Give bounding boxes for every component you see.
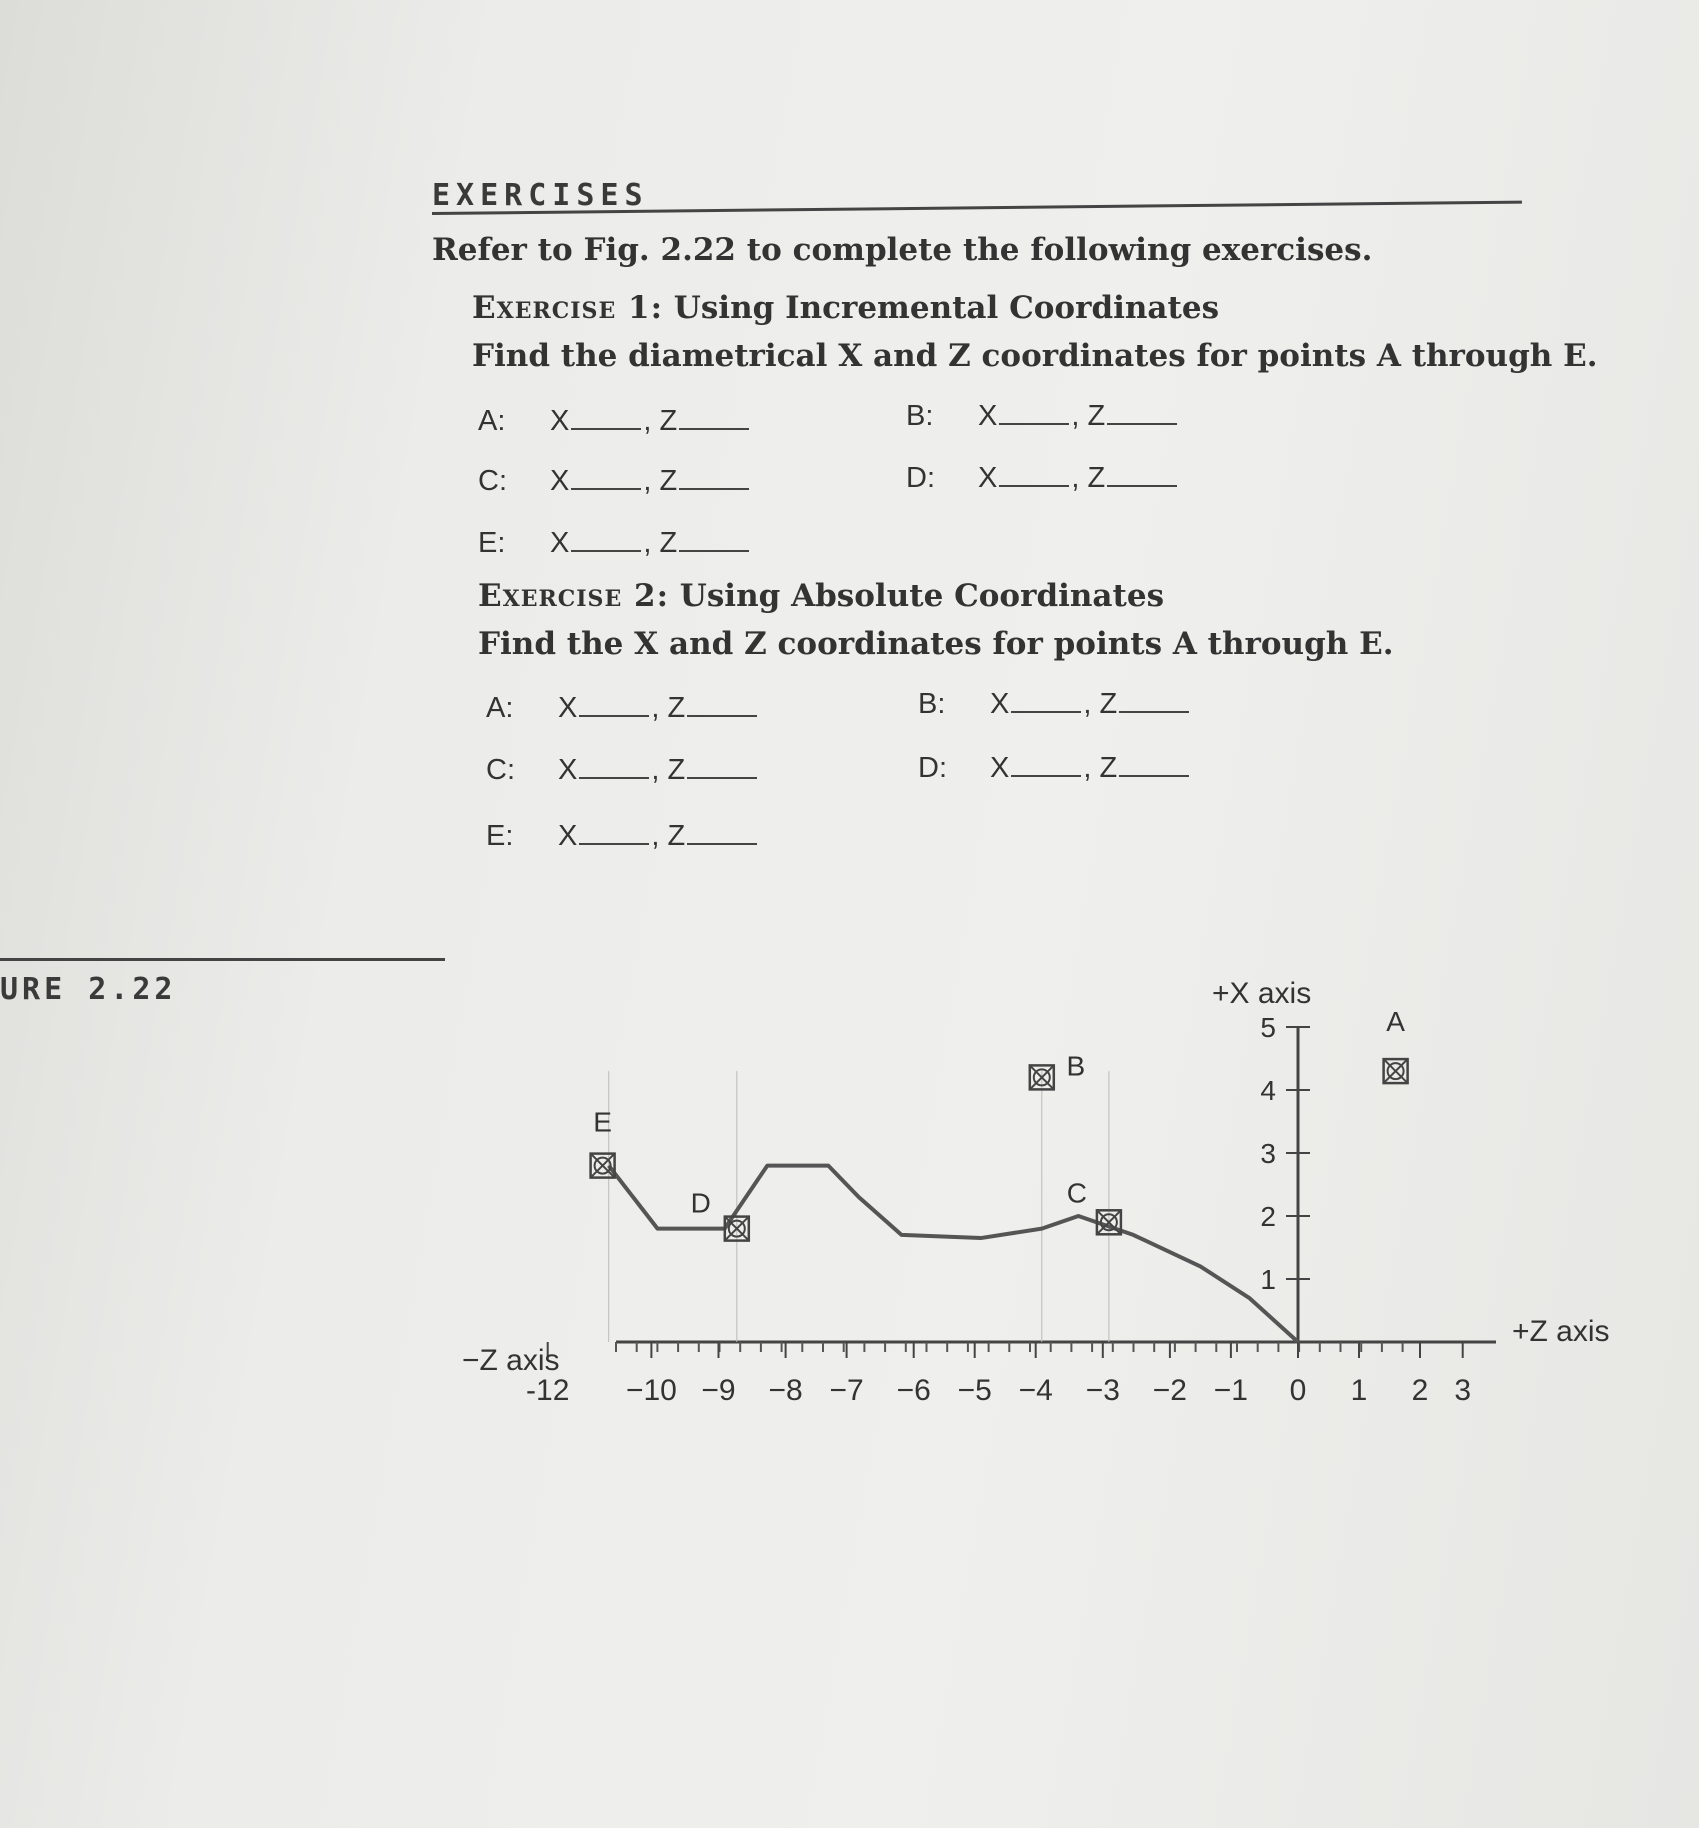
page-heading: EXERCISES (432, 178, 649, 213)
x-axis-label: +X axis (1212, 977, 1312, 1010)
exercise2-title-rest: Using Absolute Coordinates (669, 578, 1165, 614)
point-d-marker (691, 1188, 749, 1241)
z-tick-label: −1 (1213, 1374, 1249, 1407)
ex2-row-a: A: X , Z (486, 692, 759, 725)
ex2-row-b: B: X , Z (918, 688, 1191, 721)
pos-z-axis-label: +Z axis (1512, 1315, 1610, 1348)
z-tick-label: −5 (957, 1374, 992, 1407)
figure-guides (609, 1071, 1109, 1342)
ex1-row-c: C: X , Z (478, 465, 751, 498)
x-tick-label: 2 (1260, 1201, 1276, 1232)
figure-ticks (526, 1012, 1471, 1407)
z-tick-label: −6 (896, 1374, 931, 1407)
point-c-label: C (1066, 1177, 1088, 1209)
z-tick-label: 3 (1454, 1374, 1472, 1407)
z-tick-label: −10 (625, 1374, 677, 1407)
z-tick-label: −9 (701, 1374, 736, 1407)
exercise2-title-prefix: Exercise 2: (478, 578, 670, 614)
intro-text: Refer to Fig. 2.22 to complete the following exercises. (432, 232, 1373, 268)
z-tick-label: −8 (768, 1374, 803, 1407)
part-profile-line (609, 1166, 1298, 1342)
z-tick-label: 0 (1289, 1374, 1307, 1407)
z-tick-label: −2 (1152, 1374, 1188, 1407)
exercise2-instruction: Find the X and Z coordinates for points A through E. (478, 626, 1394, 662)
figure-markers (591, 1006, 1408, 1241)
point-d-label: D (690, 1187, 711, 1219)
point-b-label: B (1066, 1050, 1086, 1082)
ex1-row-d: D: X , Z (906, 462, 1179, 495)
x-tick-label: 3 (1260, 1138, 1276, 1169)
point-e-marker (591, 1107, 615, 1178)
x-tick-label: 5 (1260, 1012, 1276, 1043)
ex1-row-b: B: X , Z (906, 400, 1179, 433)
z-tick-label: 1 (1350, 1374, 1368, 1407)
z-tick-label: −3 (1085, 1374, 1120, 1407)
ex1-row-a: A: X , Z (478, 405, 751, 438)
neg-z-axis-label: −Z axis (462, 1344, 560, 1377)
ex2-row-d: D: X , Z (918, 752, 1191, 785)
exercise1-title-rest: Using Incremental Coordinates (663, 290, 1220, 326)
ex1-row-e: E: X , Z (478, 527, 751, 560)
point-a-label: A (1386, 1006, 1405, 1038)
point-b-marker (1030, 1050, 1085, 1089)
x-tick-label: 4 (1260, 1075, 1276, 1106)
exercise1-instruction: Find the diametrical X and Z coordinates for points A through E. (472, 338, 1598, 374)
point-c-marker (1067, 1177, 1121, 1234)
point-a-marker (1384, 1006, 1408, 1083)
figure-axes (616, 1027, 1496, 1342)
exercise1-title-prefix: Exercise 1: (472, 290, 664, 326)
z-tick-label: −7 (829, 1374, 864, 1407)
figure-label: URE 2.22 (0, 972, 177, 1007)
z-tick-label: −4 (1018, 1374, 1053, 1407)
z-tick-label: 2 (1411, 1374, 1429, 1407)
x-tick-label: 1 (1260, 1264, 1276, 1295)
ex2-row-c: C: X , Z (486, 754, 759, 787)
point-e-label: E (593, 1106, 612, 1138)
z-tick-label: -12 (526, 1374, 570, 1407)
ex2-row-e: E: X , Z (486, 820, 759, 853)
